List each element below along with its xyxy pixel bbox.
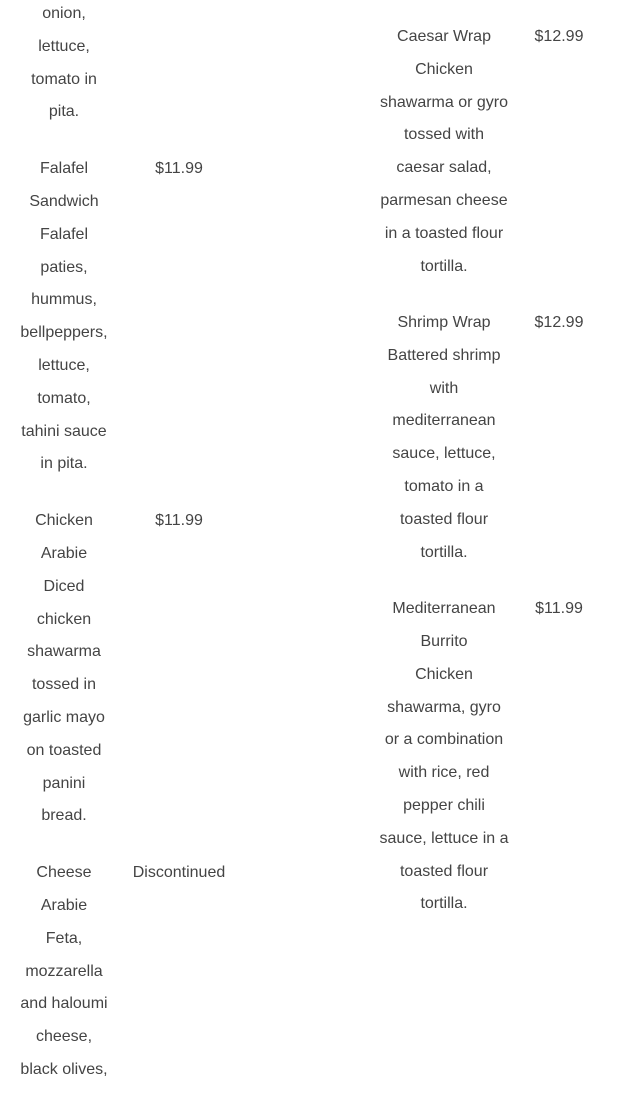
menu-item-description-line: hummus, (31, 291, 97, 309)
menu-item-description-line: Chicken (415, 665, 473, 683)
menu-item-description-line: sauce, lettuce in a (379, 829, 509, 847)
menu-item-name-line: Burrito (420, 632, 468, 650)
menu-item-description-line: tortilla. (420, 257, 468, 275)
menu-item-description-line: with rice, red (398, 764, 490, 782)
menu-item-description-line: parmesan cheese (380, 191, 508, 209)
menu-item-description-line: Falafel (39, 225, 89, 243)
menu-item-name-line: Sandwich (29, 192, 99, 210)
menu-item-text (8, 153, 120, 481)
menu-item-description-line: onion, (42, 5, 86, 22)
menu-item-falafel-sandwich (8, 153, 238, 481)
menu-item-description-line: Diced (43, 577, 85, 595)
menu-item-text (367, 593, 521, 921)
menu-item-chicken-arabie (8, 505, 238, 833)
menu-item-description-line: bread. (41, 807, 87, 825)
menu-item-price: $11.99 (155, 160, 203, 178)
menu-item-name-line: Mediterranean (392, 600, 496, 618)
menu-column-right (367, 21, 597, 945)
menu-item-cheese-arabie (8, 857, 238, 1087)
menu-item-description-line: Battered shrimp (387, 346, 501, 364)
menu-item-description-line: in a toasted flour (384, 224, 504, 242)
menu-item-description-line: on toasted (26, 741, 102, 759)
menu-item-mediterranean-burrito (367, 593, 597, 921)
menu-item-description-line: tortilla. (420, 895, 468, 913)
menu-item-shrimp-wrap (367, 307, 597, 569)
menu-column-left (8, 0, 238, 1111)
menu-item-name-line: Chicken (35, 512, 93, 530)
menu-item-description-line: tahini sauce (21, 422, 107, 440)
menu-item-description-line: tossed with (403, 126, 485, 144)
menu-item-description-line: shawarma or gyro (379, 93, 509, 111)
menu-item-description-line: lettuce, (38, 37, 90, 55)
menu-item-description-line: garlic mayo (23, 708, 105, 726)
menu-item-description-line: lettuce, (38, 356, 90, 374)
menu-item-description-line: paties, (40, 258, 88, 276)
menu-item-price: $11.99 (155, 512, 203, 530)
menu-item-price: Discontinued (132, 864, 226, 882)
menu-item-description-line: or a combination (384, 731, 504, 749)
menu-item-description-line: with (429, 379, 459, 397)
menu-item-name-line: Arabie (40, 544, 88, 562)
menu-item-description-line: in pita. (40, 455, 88, 473)
menu-item-text (8, 505, 120, 833)
menu-item-continued (8, 0, 238, 129)
menu-item-description-line: tomato, (37, 389, 91, 407)
menu-item-description-line: toasted flour (399, 510, 489, 528)
menu-item-price: $12.99 (534, 28, 584, 45)
menu-item-description-line: tortilla. (420, 543, 468, 561)
menu-item-description-line: cheese, (35, 1028, 93, 1046)
menu-item-name-line: Caesar Wrap (397, 28, 491, 45)
menu-item-name-line: Shrimp Wrap (397, 314, 491, 332)
menu-item-description-line: shawarma (27, 643, 101, 661)
menu-item-description-line: caesar salad, (396, 159, 492, 177)
menu-item-description-line: shawarma, gyro (387, 698, 501, 716)
menu-item-price: $12.99 (534, 314, 584, 332)
menu-item-description-line: mozzarella (25, 962, 103, 980)
menu-item-caesar-wrap (367, 21, 597, 283)
menu-item-text (8, 0, 120, 129)
menu-item-text (8, 857, 120, 1087)
menu-item-description-line: Chicken (415, 60, 473, 78)
menu-item-description-line: tomato in (31, 70, 97, 88)
menu-item-description-line: Feta, (45, 929, 83, 947)
menu-item-price: $11.99 (535, 600, 583, 618)
menu-item-description-line: pepper chili (403, 796, 485, 814)
menu-item-name-line: Cheese (36, 864, 92, 882)
menu-item-description-line: sauce, lettuce, (392, 445, 496, 463)
menu-item-description-line: chicken (36, 610, 92, 628)
menu-item-name-line: Arabie (40, 896, 88, 914)
menu-item-description-line: toasted flour (399, 862, 489, 880)
menu-item-name-line: Falafel (39, 160, 89, 178)
menu-item-description-line: tossed in (31, 676, 97, 694)
menu-item-description-line: mediterranean (392, 412, 496, 430)
menu-item-text (367, 21, 521, 283)
menu-item-description-line: tomato in a (404, 478, 484, 496)
menu-item-description-line: and haloumi (20, 995, 108, 1013)
menu-item-text (367, 307, 521, 569)
menu-item-description-line: panini (42, 774, 86, 792)
menu-item-description-line: black olives, (20, 1060, 108, 1078)
menu-item-description-line: bellpeppers, (20, 324, 108, 342)
menu-item-description-line: pita. (48, 103, 80, 121)
